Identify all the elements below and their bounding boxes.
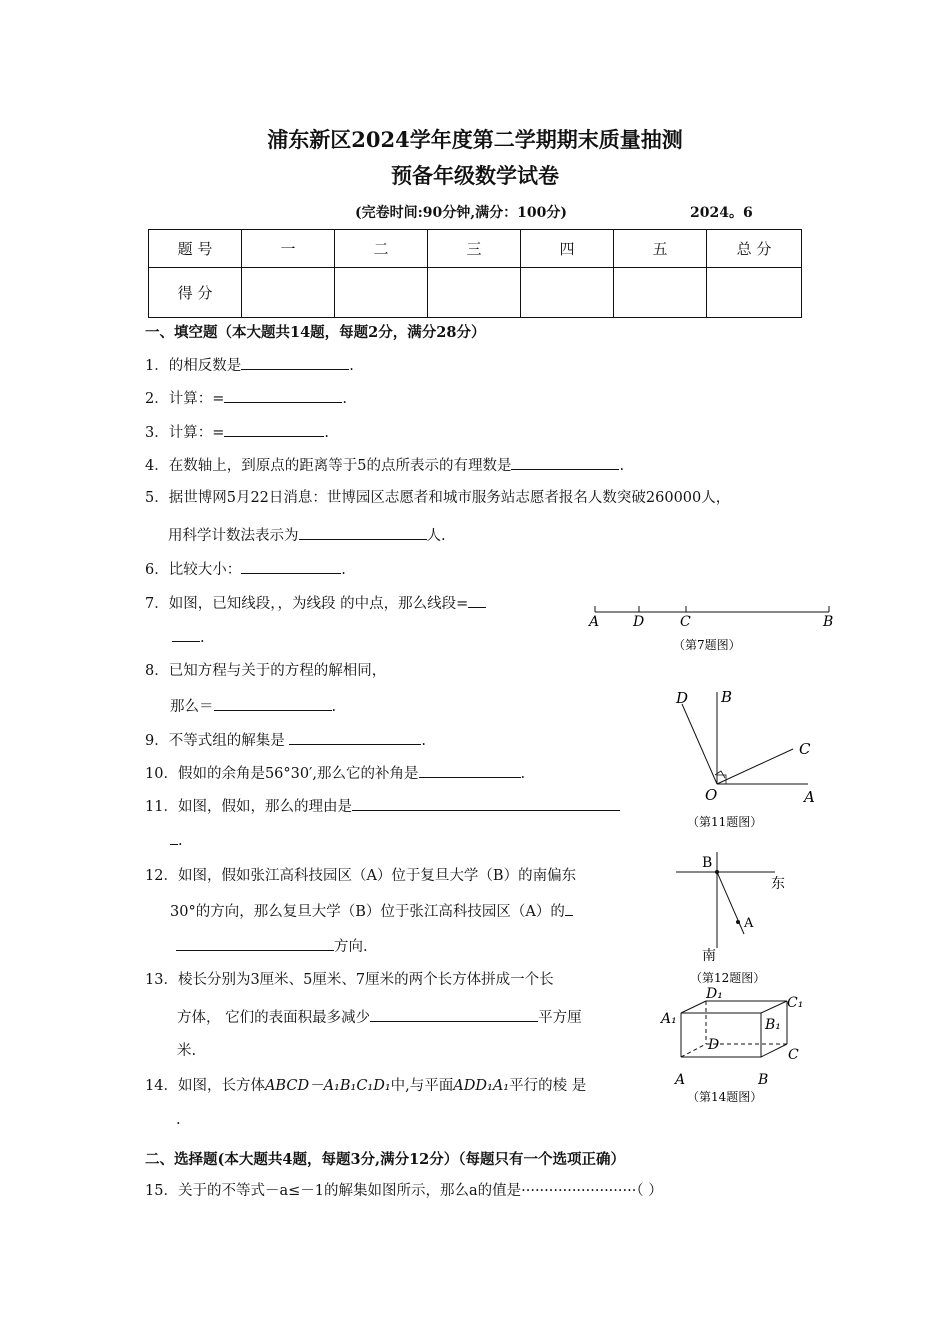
vertex-label: D₁: [706, 986, 723, 1002]
score-input-cell[interactable]: [614, 268, 707, 318]
point-b: [715, 870, 719, 874]
question-12-line1: 12．如图，假如张江高科技园区（A）位于复旦大学（B）的南偏东: [145, 868, 577, 884]
answer-blank[interactable]: [468, 592, 486, 608]
vertex-label: B₁: [765, 1017, 781, 1033]
ray-oc: [717, 749, 793, 784]
question-text: 6．比较大小：: [145, 562, 242, 578]
question-14-cont: .: [176, 1112, 181, 1128]
score-table-cell: 四: [521, 230, 614, 268]
question-12-line2: [170, 900, 573, 922]
answer-blank[interactable]: [224, 421, 324, 437]
score-table: [148, 229, 802, 318]
question-text: 人.: [426, 528, 446, 544]
question-7-cont: .: [172, 626, 205, 648]
question-8-line1: 8．已知方程与关于的方程的解相同，: [145, 663, 387, 679]
score-input-cell[interactable]: [521, 268, 614, 318]
right-angle-mark: [717, 775, 726, 784]
edge: [681, 1001, 706, 1013]
question-text: 7．如图，已知线段，，为线段 的中点，那么线段=: [145, 596, 469, 612]
question-10: 10．假如的余角是56°30′,那么它的补角是 .: [145, 762, 525, 784]
question-text: 平行的棱 是: [509, 1078, 587, 1094]
edge: [761, 1044, 787, 1057]
point-label: A: [589, 614, 600, 630]
score-table-cell: 二: [335, 230, 428, 268]
direction-label: 南: [702, 948, 716, 964]
vertex-label: D: [708, 1037, 720, 1053]
answer-blank[interactable]: [241, 558, 341, 574]
question-15: 15．关于的不等式－a≤－1的解集如图所示，那么a的值是·························（ ）: [145, 1183, 663, 1199]
answer-blank[interactable]: [224, 387, 342, 403]
score-input-cell[interactable]: [428, 268, 521, 318]
direction-ray: [717, 872, 744, 934]
edge: [761, 1001, 787, 1013]
question-text: 2．计算：=: [145, 391, 225, 407]
section2-heading: 二、选择题(本大题共4题，每题3分,满分12分）（每题只有一个选项正确）: [145, 1151, 626, 1168]
vertex-label: A: [675, 1072, 686, 1088]
figure-caption: （第14题图）: [687, 1090, 763, 1104]
question-text: 方体， 它们的表面积最多减少: [177, 1010, 371, 1026]
answer-blank[interactable]: [352, 795, 620, 811]
figure-7: [580, 596, 850, 658]
question-2: 2．计算：= .: [145, 387, 347, 409]
question-3: 3．计算：= .: [145, 421, 329, 443]
hidden-edge: [681, 1044, 706, 1057]
answer-blank[interactable]: [565, 900, 573, 916]
point-label: A: [744, 916, 754, 931]
figure-12: [670, 850, 800, 990]
question-text: 那么＝: [170, 699, 214, 715]
question-5-line1: 5．据世博网5月22日消息：世博园区志愿者和城市服务站志愿者报名人数突破260000人，: [145, 490, 731, 506]
question-1: 1．的相反数是 .: [145, 354, 354, 376]
score-table-cell: 三: [428, 230, 521, 268]
vertex-label: C₁: [787, 995, 804, 1011]
answer-blank[interactable]: [214, 695, 332, 711]
score-table-cell: 总 分: [707, 230, 802, 268]
question-4: 4．在数轴上，到原点的距离等于5的点所表示的有理数是 .: [145, 454, 624, 476]
answer-blank[interactable]: [176, 935, 334, 951]
point-label: B: [823, 614, 834, 630]
answer-blank[interactable]: [419, 762, 521, 778]
question-text: 方向.: [334, 939, 368, 955]
question-13-line3: 米.: [177, 1043, 197, 1059]
score-input-cell[interactable]: [242, 268, 335, 318]
exam-title: 浦东新区2024学年度第二学期期末质量抽测: [267, 127, 683, 152]
question-13-line1: 13．棱长分别为3厘米、5厘米、7厘米的两个长方体拼成一个长: [145, 972, 554, 988]
question-text: 10．假如的余角是56°30′,那么它的补角是: [145, 766, 419, 782]
question-text: 9．不等式组的解集是: [145, 733, 290, 749]
exam-date: 2024。6: [690, 205, 753, 221]
figure-caption: （第12题图）: [690, 971, 766, 985]
point-label: C: [799, 740, 811, 758]
question-5-line2: [168, 524, 446, 546]
answer-blank[interactable]: [289, 729, 421, 745]
answer-blank[interactable]: [241, 354, 349, 370]
figure-caption: （第7题图）: [673, 638, 741, 652]
question-text: 中,与平面: [390, 1078, 454, 1094]
question-text: 4．在数轴上，到原点的距离等于5的点所表示的有理数是: [145, 458, 512, 474]
plane-name: ADD₁A₁: [453, 1078, 510, 1094]
section1-heading: 一、填空题（本大题共14题，每题2分，满分28分）: [145, 324, 486, 341]
answer-blank[interactable]: [299, 524, 427, 540]
exam-subtitle: 预备年级数学试卷: [391, 163, 559, 188]
question-text: 11．如图，假如，那么的理由是: [145, 799, 352, 815]
point-a: [736, 920, 740, 924]
score-table-cell: 题 号: [149, 230, 242, 268]
answer-blank[interactable]: [511, 454, 619, 470]
answer-blank[interactable]: [172, 626, 200, 642]
score-table-header-row: [149, 230, 802, 268]
figure-11: [660, 684, 830, 834]
point-label: B: [702, 855, 713, 871]
score-table-cell: 一: [242, 230, 335, 268]
ray-od: [682, 704, 717, 784]
vertex-label: A₁: [661, 1011, 677, 1027]
question-text: 用科学计数法表示为: [168, 528, 299, 544]
exam-info: (完卷时间:90分钟,满分：100分): [355, 205, 567, 221]
answer-blank[interactable]: [370, 1006, 538, 1022]
vertex-label: B: [758, 1072, 769, 1088]
question-12-line3: [176, 935, 368, 957]
solid-name: ABCD－A₁B₁C₁D₁: [264, 1078, 391, 1094]
point-label: O: [705, 786, 718, 804]
question-8-line2: 那么＝ .: [170, 695, 336, 717]
score-input-cell[interactable]: [707, 268, 802, 318]
score-input-cell[interactable]: [335, 268, 428, 318]
direction-label: 东: [771, 876, 785, 892]
point-label: B: [721, 688, 733, 706]
question-text: 30°的方向，那么复旦大学（B）位于张江高科技园区（A）的: [170, 904, 565, 920]
question-text: 3．计算：=: [145, 425, 225, 441]
point-label: A: [804, 788, 815, 806]
answer-blank[interactable]: [170, 829, 178, 845]
question-14: [145, 1076, 586, 1096]
question-7: [145, 592, 486, 614]
question-text: 14．如图，长方体: [145, 1078, 265, 1094]
figure-14: [655, 985, 815, 1107]
question-text: 1．的相反数是: [145, 358, 242, 374]
question-6: 6．比较大小： .: [145, 558, 346, 580]
point-label: C: [680, 614, 691, 630]
question-11-cont: .: [170, 829, 183, 851]
question-text: 平方厘: [538, 1010, 582, 1026]
question-9: 9．不等式组的解集是 .: [145, 729, 426, 751]
question-13-line2: [177, 1006, 582, 1028]
vertex-label: C: [788, 1047, 799, 1063]
question-11: [145, 795, 620, 817]
score-table-cell: 得 分: [149, 268, 242, 318]
score-table-cell: 五: [614, 230, 707, 268]
figure-caption: （第11题图）: [687, 815, 763, 829]
score-table-score-row: [149, 268, 802, 318]
point-label: D: [633, 614, 645, 630]
point-label: D: [676, 689, 689, 707]
